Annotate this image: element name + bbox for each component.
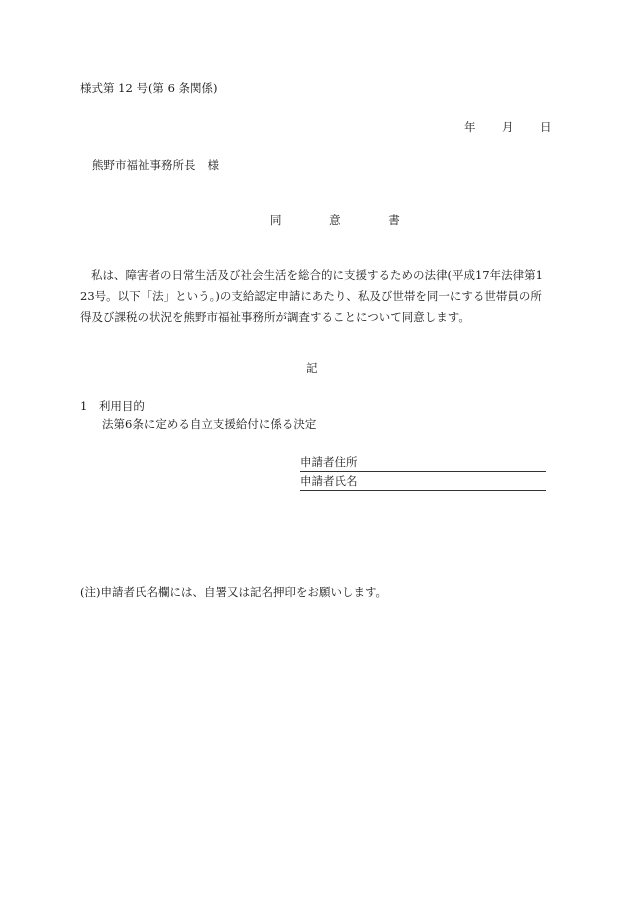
applicant-name-label: 申請者氏名 <box>300 474 358 488</box>
document-title: 同 意 書 <box>270 213 422 227</box>
date-year-label: 年 <box>464 120 476 134</box>
applicant-name-field[interactable] <box>300 473 546 491</box>
addressee-honorific: 様 <box>207 158 219 172</box>
date-day-label: 日 <box>540 120 552 134</box>
date-month-label: 月 <box>502 120 514 134</box>
consent-body <box>80 265 550 328</box>
consent-body-line-3: 得及び課税の状況を熊野市福祉事務所が調査することについて同意します。 <box>80 310 470 324</box>
consent-body-line-1: 私は、障害者の日常生活及び社会生活を総合的に支援するための法律(平成17年法律第1 <box>91 268 543 282</box>
ki-heading: 記 <box>306 361 318 375</box>
addressee <box>92 157 219 173</box>
consent-body-line-2: 23号。以下「法」という。)の支給認定申請にあたり、私及び世帯を同一にする世帯員の所 <box>80 289 542 303</box>
applicant-address-label: 申請者住所 <box>300 455 358 469</box>
date-line <box>464 119 552 135</box>
purpose-detail: 法第6条に定める自立支援給付に係る決定 <box>102 417 317 431</box>
footnote: (注)申請者氏名欄には、自署又は記名押印をお願いします。 <box>80 585 388 599</box>
purpose-heading: 1 利用目的 <box>80 399 145 413</box>
applicant-address-field[interactable] <box>300 454 546 472</box>
addressee-name: 熊野市福祉事務所長 <box>92 158 196 172</box>
form-number: 様式第 12 号(第 6 条関係) <box>80 81 218 95</box>
